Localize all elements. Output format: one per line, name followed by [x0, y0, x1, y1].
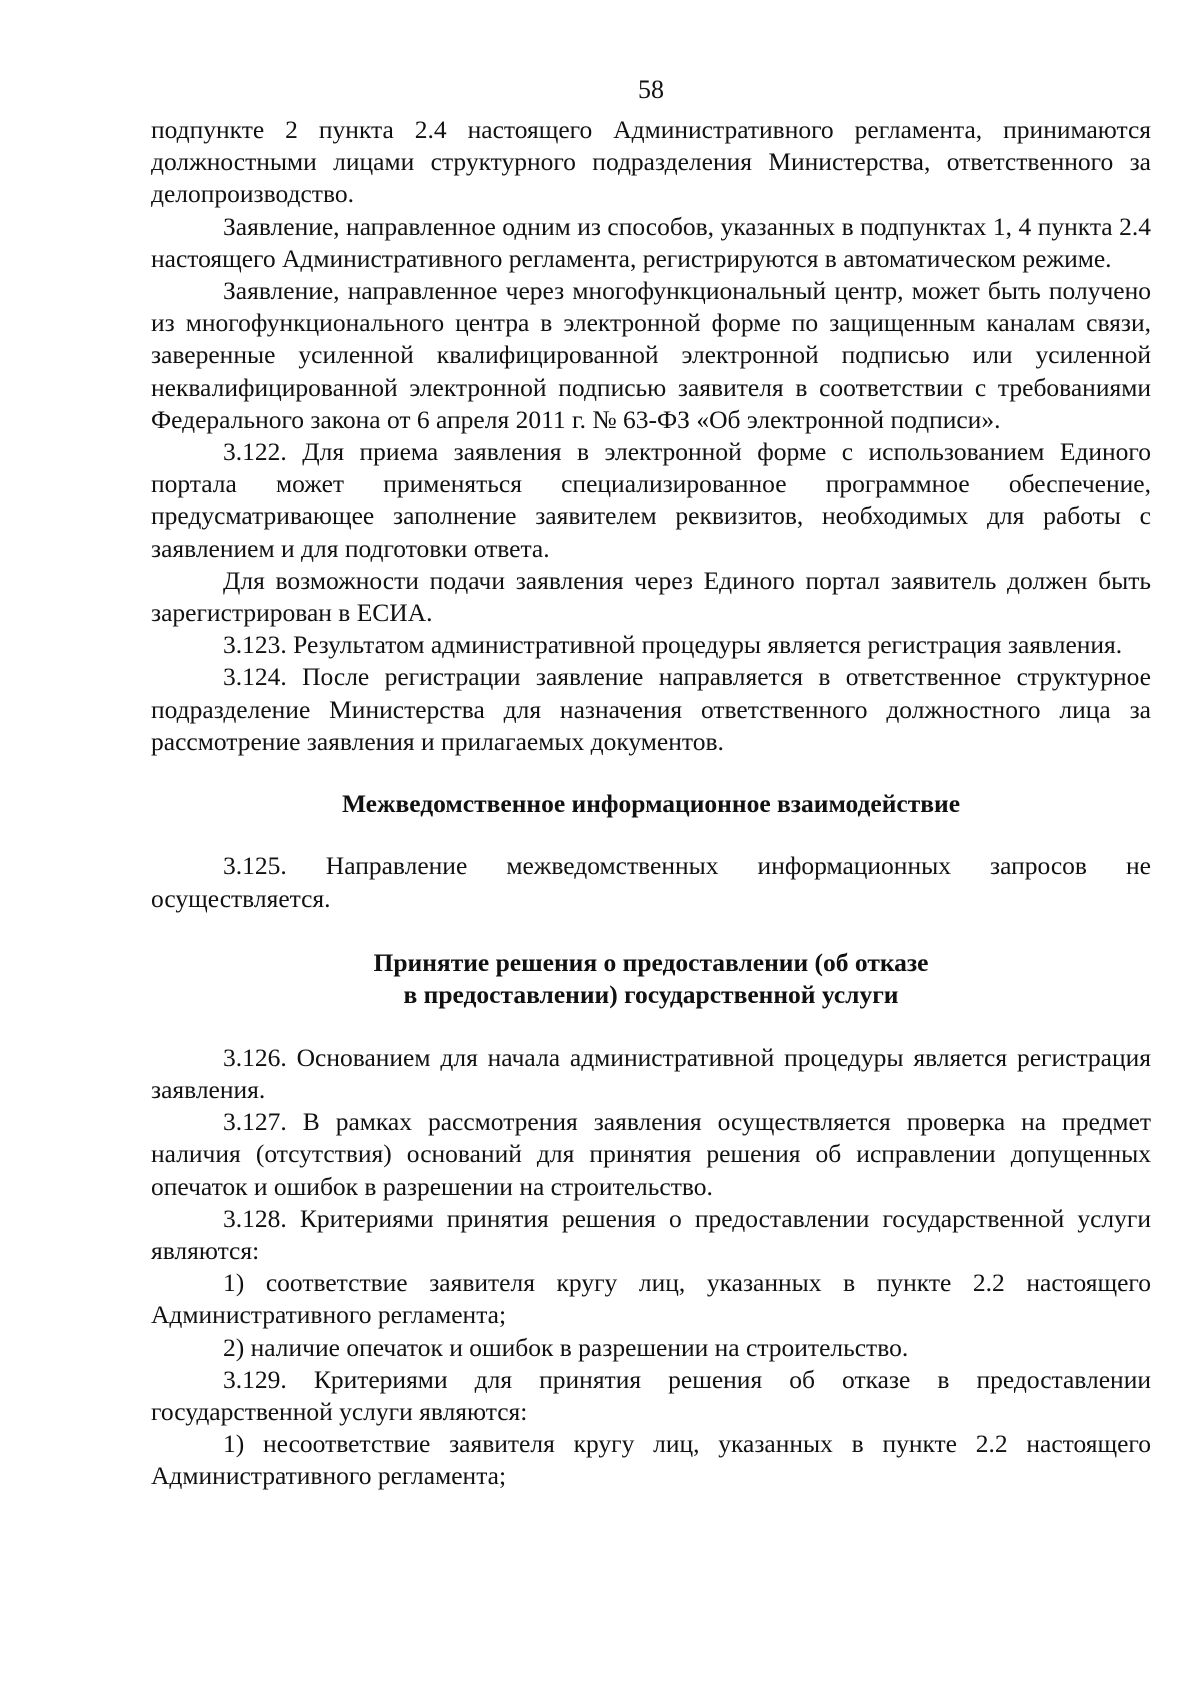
page-number: 58	[638, 75, 664, 104]
paragraph: 3.126. Основанием для начала административной процедуры является регистрация заявления.	[151, 1042, 1151, 1104]
paragraph: 3.122. Для приема заявления в электронной форме с использованием Единого портала может применяться специализированное программное обеспечение, предусматривающее заполнение заявителем реквизитов, необходимых для работы с заявлением и для подготовки ответа.	[151, 437, 1151, 563]
paragraph: 3.123. Результатом административной процедуры является регистрация заявления.	[223, 630, 1123, 660]
section-top	[151, 114, 1151, 758]
page-content	[151, 70, 1151, 1493]
paragraph: 2) наличие опечаток и ошибок в разрешении на строительство.	[223, 1332, 909, 1362]
section-heading-line: Принятие решения о предоставлении (об отказе	[373, 947, 929, 977]
section-heading: Межведомственное информационное взаимодействие	[341, 789, 961, 819]
paragraph: Заявление, направленное одним из способов, указанных в подпунктах 1, 4 пункта 2.4 настоящего Административного регламента, регистрируются в автоматическом режиме.	[151, 211, 1151, 273]
paragraph: Для возможности подачи заявления через Единого портал заявитель должен быть зарегистрирован в ЕСИА.	[151, 565, 1151, 628]
section-middle	[151, 850, 1151, 914]
paragraph: 3.125. Направление межведомственных информационных запросов не осуществляется.	[151, 851, 1151, 913]
body-text	[151, 114, 1151, 1493]
paragraph: Заявление, направленное через многофункциональный центр, может быть получено из многофункционального центра в электронной форме по защищенным каналам связи, заверенные усиленной квалифицированной электронной подписью или усиленной неквалифицированной электронной подписью заявителя в соответствии с требованиями Федерального закона от 6 апреля 2011 г. № 63-ФЗ «Об электронной подписи».	[151, 276, 1151, 434]
paragraph: 1) соответствие заявителя кругу лиц, указанных в пункте 2.2 настоящего Административного регламента;	[151, 1268, 1151, 1330]
section-heading-line: в предоставлении) государственной услуги	[403, 980, 899, 1010]
paragraph: 3.129. Критериями для принятия решения об отказе в предоставлении государственной услуги являются:	[151, 1364, 1151, 1426]
section-bottom	[151, 1042, 1151, 1493]
paragraph: 3.124. После регистрации заявление направляется в ответственное структурное подразделение Министерства для назначения ответственного должностного лица за рассмотрение заявления и прилагаемых документов.	[151, 662, 1151, 756]
section-heading	[151, 947, 1151, 1012]
paragraph: 3.127. В рамках рассмотрения заявления осуществляется проверка на предмет наличия (отсутствия) оснований для принятия решения об исправлении допущенных опечаток и ошибок в разрешении на строительство.	[151, 1107, 1151, 1201]
paragraph: 3.128. Критериями принятия решения о предоставлении государственной услуги являются:	[151, 1203, 1151, 1265]
paragraph: подпункте 2 пункта 2.4 настоящего Административного регламента, принимаются должностными лицами структурного подразделения Министерства, ответственного за делопроизводство.	[151, 115, 1151, 209]
paragraph: 1) несоответствие заявителя кругу лиц, указанных в пункте 2.2 настоящего Административного регламента;	[151, 1429, 1151, 1491]
